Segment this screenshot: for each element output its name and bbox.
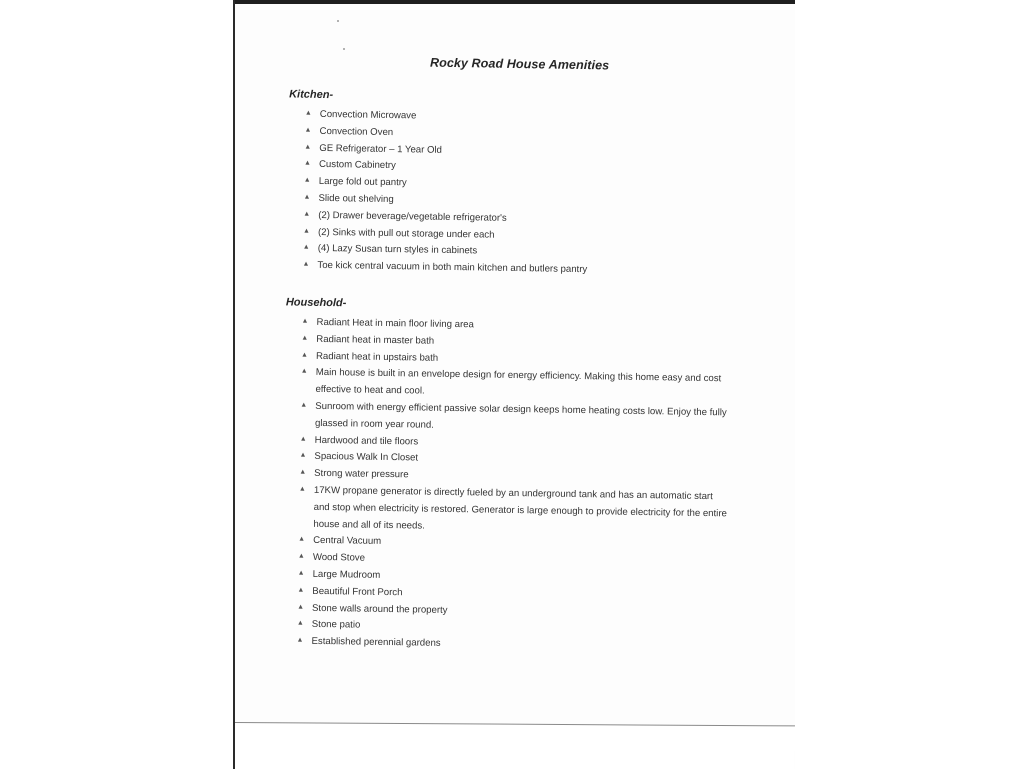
triangle-bullet-icon: ▲ — [304, 160, 312, 168]
list-item — [298, 483, 729, 540]
list-item-text: 17KW propane generator is directly fueled by an underground tank and has an automatic start and stop when electricity is restored. Generator is large enough to provide electricity for the entire house and all of its needs. — [313, 484, 727, 532]
triangle-bullet-icon: ▲ — [298, 535, 306, 544]
list-item-text: Wood Stove — [312, 552, 366, 564]
list-item-text: Large fold out pantry — [318, 176, 407, 189]
triangle-bullet-icon: ▲ — [300, 368, 308, 376]
document-title: Rocky Road House Amenities — [429, 55, 610, 73]
triangle-bullet-icon: ▲ — [301, 334, 309, 342]
triangle-bullet-icon: ▲ — [297, 552, 305, 560]
list-item-text: GE Refrigerator – 1 Year Old — [319, 142, 443, 156]
list-item-text: Convection Oven — [319, 125, 394, 138]
list-item-text: Stone patio — [311, 619, 361, 631]
triangle-bullet-icon: ▲ — [299, 452, 307, 460]
triangle-bullet-icon: ▲ — [298, 485, 306, 493]
triangle-bullet-icon: ▲ — [303, 176, 311, 184]
triangle-bullet-icon: ▲ — [296, 636, 304, 644]
triangle-bullet-icon: ▲ — [304, 126, 312, 134]
list-item-text: (2) Drawer beverage/vegetable refrigerator's — [318, 209, 507, 224]
list-item-text: (4) Lazy Susan turn styles in cabinets — [317, 243, 478, 257]
triangle-bullet-icon: ▲ — [302, 227, 310, 235]
kitchen-amenities-list — [302, 107, 735, 282]
list-item-text: Central Vacuum — [313, 535, 382, 548]
triangle-bullet-icon: ▲ — [303, 210, 311, 218]
scanned-page — [233, 0, 795, 769]
household-amenities-list — [296, 315, 731, 658]
list-item-text: Radiant heat in master bath — [316, 333, 435, 347]
list-item-text: Main house is built in an envelope design for energy efficiency. Making this home easy and cost effective to heat and cool. — [315, 367, 722, 397]
list-item-text: Custom Cabinetry — [318, 159, 396, 172]
triangle-bullet-icon: ▲ — [299, 468, 307, 476]
triangle-bullet-icon: ▲ — [296, 619, 304, 628]
list-item-text: Radiant Heat in main floor living area — [316, 316, 474, 331]
list-item-text: (2) Sinks with pull out storage under each — [317, 226, 495, 241]
document-sheet — [233, 0, 795, 726]
list-item-text: Stone walls around the property — [311, 602, 448, 616]
triangle-bullet-icon: ▲ — [302, 260, 310, 268]
list-item-text: Beautiful Front Porch — [312, 585, 403, 599]
triangle-bullet-icon: ▲ — [297, 569, 305, 577]
list-item-text: Radiant heat in upstairs bath — [315, 350, 439, 364]
list-item-text: Strong water pressure — [314, 468, 409, 481]
triangle-bullet-icon: ▲ — [301, 317, 309, 325]
triangle-bullet-icon: ▲ — [300, 401, 308, 409]
list-item-text: Toe kick central vacuum in both main kitchen and butlers pantry — [317, 260, 588, 276]
list-item-text: Sunroom with energy efficient passive solar design keeps home heating costs low. Enjoy the fully glassed in room year round. — [314, 400, 727, 431]
triangle-bullet-icon: ▲ — [302, 244, 310, 252]
triangle-bullet-icon: ▲ — [297, 603, 305, 611]
list-item-text: Hardwood and tile floors — [314, 434, 419, 448]
triangle-bullet-icon: ▲ — [304, 109, 312, 117]
triangle-bullet-icon: ▲ — [303, 193, 311, 201]
list-item-text: Large Mudroom — [312, 568, 381, 581]
triangle-bullet-icon: ▲ — [299, 435, 307, 443]
list-item-text: Spacious Walk In Closet — [314, 451, 419, 464]
scan-bottom-edge — [235, 722, 795, 769]
list-item-text: Convection Microwave — [319, 108, 417, 122]
section-heading-kitchen: Kitchen- — [289, 88, 334, 102]
list-item-text: Established perennial gardens — [311, 635, 441, 650]
section-heading-household: Household- — [285, 296, 347, 310]
triangle-bullet-icon: ▲ — [297, 586, 305, 594]
list-item-text: Slide out shelving — [318, 192, 394, 206]
triangle-bullet-icon: ▲ — [304, 143, 312, 151]
triangle-bullet-icon: ▲ — [301, 351, 309, 359]
